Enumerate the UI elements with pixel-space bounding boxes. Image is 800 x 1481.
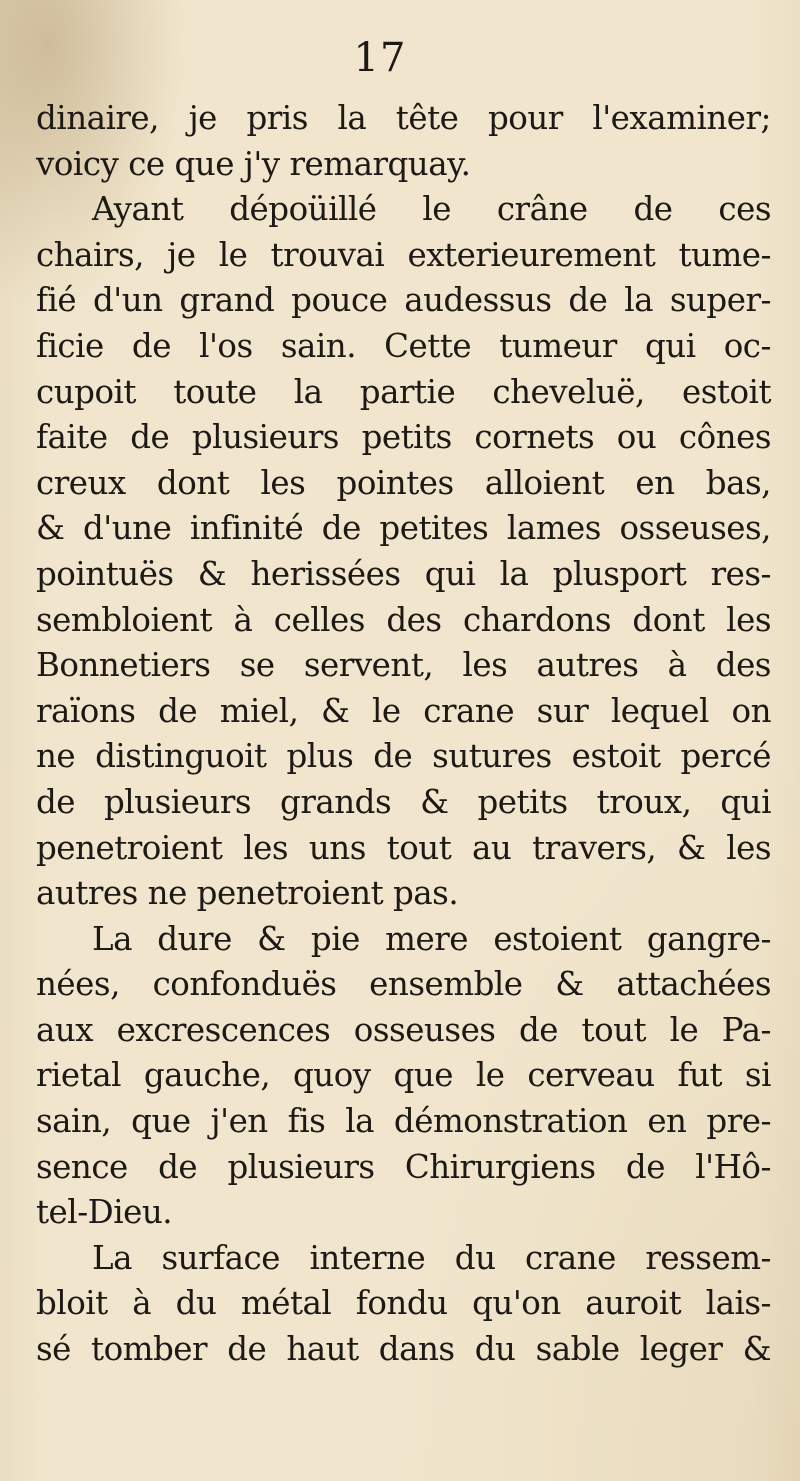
text-line: penetroient les uns tout au travers, & les <box>36 828 771 867</box>
text-line: sence de plusieurs Chirurgiens de l'Hô- <box>36 1147 771 1186</box>
text-line: sain, que j'en fis la démonstration en pre- <box>36 1102 771 1141</box>
text-line: autres ne penetroient pas. <box>36 874 459 913</box>
text-line: bloit à du métal fondu qu'on auroit lais- <box>36 1284 771 1323</box>
text-line: cupoit toute la partie cheveluë, estoit <box>36 372 771 411</box>
page-number: 17 <box>353 35 407 81</box>
text-line: faite de plusieurs petits cornets ou cônes <box>36 418 771 457</box>
text-line: raïons de miel, & le crane sur lequel on <box>36 691 771 730</box>
text-line: Ayant dépoüillé le crâne de ces <box>92 190 771 229</box>
text-line: ficie de l'os sain. Cette tumeur qui oc- <box>36 326 771 365</box>
text-line: La dure & pie mere estoient gangre- <box>92 919 771 958</box>
text-line: creux dont les pointes alloient en bas, <box>36 463 771 502</box>
text-line: aux excrescences osseuses de tout le Pa- <box>36 1010 771 1049</box>
text-line: fié d'un grand pouce audessus de la super- <box>36 281 771 320</box>
text-line: ne distinguoit plus de sutures estoit percé <box>36 737 771 776</box>
text-line: La surface interne du crane ressem- <box>92 1238 771 1277</box>
body-text <box>36 96 771 1373</box>
text-line: chairs, je le trouvai exterieurement tume- <box>36 235 771 274</box>
text-line: sé tomber de haut dans du sable leger & <box>36 1330 771 1369</box>
text-line: nées, confonduës ensemble & attachées <box>36 965 771 1004</box>
text-line: Bonnetiers se servent, les autres à des <box>36 646 771 685</box>
text-line: pointuës & herissées qui la plusport res- <box>36 554 771 593</box>
text-line: & d'une infinité de petites lames osseuses, <box>36 509 771 548</box>
text-line: rietal gauche, quoy que le cerveau fut si <box>36 1056 771 1095</box>
text-line: sembloient à celles des chardons dont les <box>36 600 771 639</box>
text-line: voicy ce que j'y remarquay. <box>36 144 471 183</box>
text-line: tel-Dieu. <box>36 1193 173 1232</box>
text-line: dinaire, je pris la tête pour l'examiner; <box>36 99 771 137</box>
text-line: de plusieurs grands & petits troux, qui <box>36 782 771 821</box>
